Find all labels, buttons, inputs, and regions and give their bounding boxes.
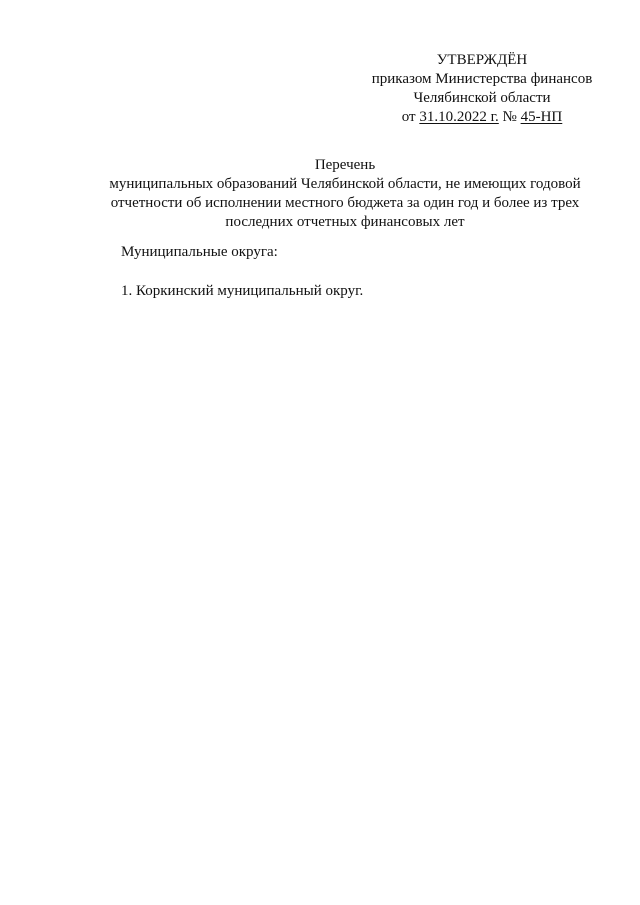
list-item: 1. Коркинский муниципальный округ. [121,283,364,299]
approval-number-sign: № [502,109,517,125]
approval-date: 31.10.2022 г. [419,109,499,125]
document-title-line-2: отчетности об исполнении местного бюджета за один год и более из трех [110,195,580,211]
document-title-line-1: муниципальных образований Челябинской области, не имеющих годовой [109,176,581,192]
approval-title: УТВЕРЖДЁН [436,52,528,68]
section-heading: Муниципальные округа: [121,244,278,260]
municipality-list [121,282,363,301]
approval-order-line: приказом Министерства финансов [371,71,593,87]
approval-date-prefix: от [401,109,416,125]
approval-stamp [342,51,622,127]
approval-date-line [342,108,622,127]
document-title [80,156,610,232]
approval-number: 45-НП [520,109,563,125]
document-title-line-3: последних отчетных финансовых лет [225,214,465,230]
approval-region-line: Челябинской области [413,90,551,106]
document-heading: Перечень [314,157,376,173]
